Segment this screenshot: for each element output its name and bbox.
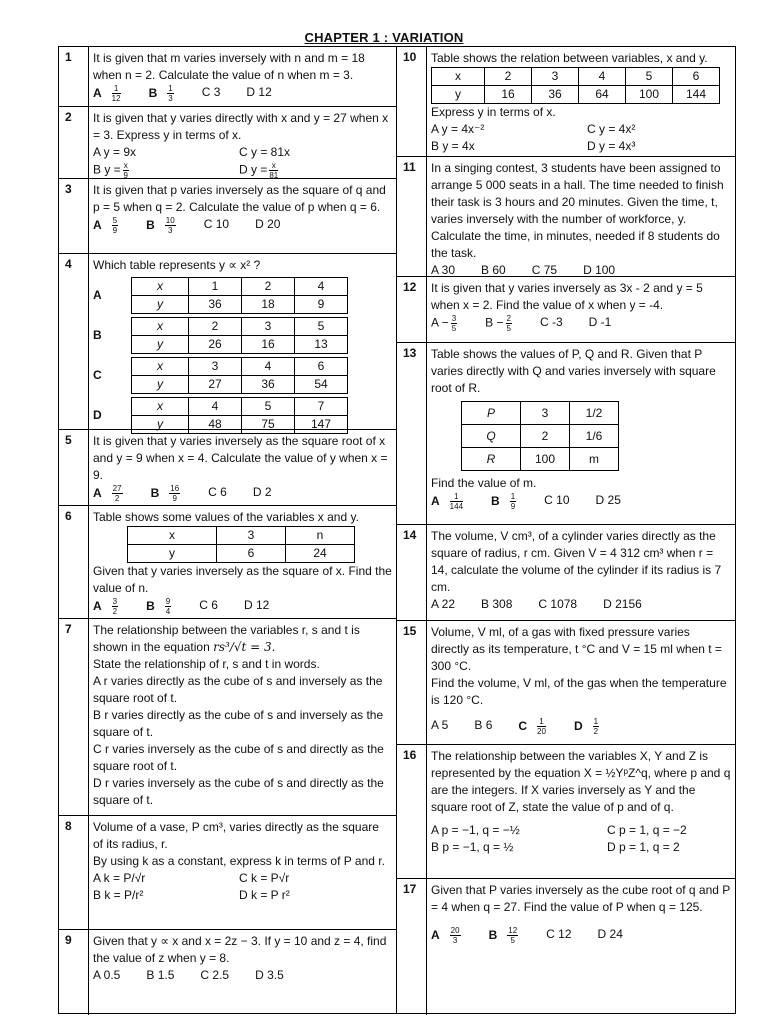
option-c: C 6	[208, 485, 227, 499]
option-b: B $\frac{1}{3}$	[148, 84, 173, 103]
option-d: D 100	[583, 263, 616, 277]
option-a: A $\frac{3}{2}$	[93, 597, 118, 616]
values-table: x 3 n y 6 24	[127, 526, 355, 563]
question-text: In a singing contest, 3 students have been assigned to arrange 5 000 seats in a hall. The time needed to finish their task is 3 hours and 20 minutes. Given the time, t, varies inversely with the number of workforce, y. Calculate the time, in minutes, needed if 8 students do the task.	[431, 161, 724, 260]
option-b: B 308	[481, 597, 513, 611]
question-14	[397, 525, 735, 621]
question-text-2: Express y in terms of x.	[431, 105, 556, 119]
option-d: D $\frac{1}{2}$	[573, 717, 599, 736]
option-d: D 24	[597, 927, 623, 941]
option-c: C 10	[544, 493, 570, 507]
options	[93, 870, 392, 904]
option-c: C 2.5	[200, 968, 230, 982]
option-a: A 0.5	[93, 968, 121, 982]
question-number: 1	[59, 47, 89, 106]
question-sheet	[58, 46, 736, 1014]
option-table: x 4 5 7 y 48 75 147	[131, 397, 348, 434]
option-c: C k = P√r	[239, 871, 290, 885]
option-a: A − $\frac{3}{5}$	[431, 314, 457, 333]
equation: rs³/√t = 3.	[213, 640, 276, 654]
options	[431, 121, 731, 155]
question-17	[397, 879, 735, 1015]
question-7	[59, 619, 396, 816]
question-number: 3	[59, 179, 89, 253]
options	[93, 216, 392, 235]
question-11	[397, 157, 735, 277]
option-d: D p = 1, q = 2	[607, 840, 680, 854]
question-6	[59, 506, 396, 619]
question-16	[397, 745, 735, 879]
question-number: 12	[397, 277, 427, 342]
options	[93, 484, 392, 503]
question-number: 16	[397, 745, 427, 878]
option-table: x 2 3 5 y 26 16 13	[131, 317, 348, 354]
question-text: Table shows some values of the variables x and y.	[93, 510, 359, 524]
option-b: B p = −1, q = ½	[431, 840, 514, 854]
option-a: A 22	[431, 597, 456, 611]
question-text: Which table represents y ∝ x² ?	[93, 258, 261, 272]
option-d: D r varies inversely as the cube of s and directly as the square of t.	[93, 776, 384, 807]
values-table: x 2 3 4 5 6 y 16 36 64 100 144	[431, 67, 720, 104]
options	[93, 597, 392, 616]
option-a: A 30	[431, 263, 456, 277]
option-c: C 3	[201, 85, 221, 99]
question-text: The volume, V cm³, of a cylinder varies directly as the square of radius, r cm. Given V = 4 312 cm³ when r = 14, calculate the volume of the cylinder if its radius is 7 cm.	[431, 529, 722, 594]
option-c: C 10	[203, 217, 230, 231]
question-number: 8	[59, 816, 89, 929]
question-number: 15	[397, 621, 427, 744]
option-a: A y = 9x	[93, 145, 137, 159]
question-number: 7	[59, 619, 89, 815]
option-a: A r varies directly as the cube of s and inversely as the square root of t.	[93, 674, 383, 705]
option-b: B k = P/r²	[93, 888, 144, 902]
question-text: It is given that y varies inversely as the square root of x and y = 9 when x = 4. Calculate the value of y when x = 9.	[93, 434, 388, 482]
option-c: C 12	[546, 927, 572, 941]
option-label: A	[93, 288, 102, 302]
option-d: D 2156	[603, 597, 642, 611]
question-number: 11	[397, 157, 427, 276]
options	[93, 84, 392, 103]
option-a: A $\frac{20}{3}$	[431, 926, 460, 945]
option-a: A $\frac{27}{2}$	[93, 484, 122, 503]
question-text: Table shows the values of P, Q and R. Given that P varies directly with Q and varies inversely with square root of R.	[431, 347, 716, 395]
option-a: A y = 4x⁻²	[431, 122, 485, 136]
option-b: B − $\frac{2}{5}$	[485, 314, 511, 333]
question-number: 9	[59, 930, 89, 1015]
option-table-row	[93, 317, 392, 354]
option-b: B r varies directly as the cube of s and inversely as the square of t.	[93, 708, 384, 739]
question-4	[59, 254, 396, 430]
option-a: A $\frac{1}{144}$	[431, 492, 464, 511]
question-number: 2	[59, 107, 89, 178]
option-c: C y = 4x²	[587, 122, 636, 136]
question-number: 17	[397, 879, 427, 1015]
option-a: A $\frac{5}{9}$	[93, 216, 118, 235]
question-text: It is given that y varies inversely as 3x - 2 and y = 5 when x = 2. Find the value of x when y = -4.	[431, 281, 703, 312]
option-c: C y = 81x	[239, 145, 291, 159]
option-d: D 12	[243, 598, 270, 612]
option-d: D 20	[255, 217, 281, 231]
question-text-2: Find the value of m.	[431, 476, 537, 490]
question-1	[59, 47, 396, 107]
option-b: B 6	[474, 718, 493, 732]
question-text-2: State the relationship of r, s and t in words.	[93, 657, 320, 671]
option-b: B $\frac{10}{3}$	[146, 216, 175, 235]
question-text: Volume, V ml, of a gas with fixed pressure varies directly as its temperature, t °C and V = 15 ml when t = 300 °C.	[431, 625, 722, 673]
question-text: Given that y ∝ x and x = 2z − 3. If y = 10 and z = 4, find the value of z when y = 8.	[93, 934, 387, 965]
question-number: 14	[397, 525, 427, 620]
option-d: D k = P r²	[239, 888, 290, 902]
page-title: CHAPTER 1 : VARIATION	[304, 30, 464, 45]
options	[431, 314, 731, 333]
options	[431, 492, 731, 511]
question-text-2: Find the volume, V ml, of the gas when the temperature is 120 °C.	[431, 676, 727, 707]
option-c: C r varies inversely as the cube of s and directly as the square root of t.	[93, 742, 384, 773]
options	[431, 926, 731, 945]
question-text: The relationship between the variables X, Y and Z is represented by the equation X = ½YᵖZ^q, where p and q are the integers. If X varies inversely as Y and the square root of Z, state the value of p and of q.	[431, 749, 731, 814]
option-d: D y = $\frac{x}{81}$	[239, 161, 279, 180]
question-text: It is given that p varies inversely as the square of q and p = 5 when q = 2. Calculate the value of p when q = 6.	[93, 183, 386, 214]
option-label: D	[93, 408, 102, 422]
option-table-row	[93, 357, 392, 394]
option-label: C	[93, 368, 102, 382]
option-d: D 25	[595, 493, 621, 507]
option-b: B $\frac{9}{4}$	[146, 597, 171, 616]
question-number: 5	[59, 430, 89, 505]
question-12	[397, 277, 735, 343]
question-8	[59, 816, 396, 930]
question-number: 10	[397, 47, 427, 156]
option-c: C 75	[531, 263, 558, 277]
option-table: x 1 2 4 y 36 18 9	[131, 277, 348, 314]
question-9	[59, 930, 396, 1015]
option-a: A p = −1, q = −½	[431, 823, 520, 837]
option-b: B 60	[481, 263, 506, 277]
question-2	[59, 107, 396, 179]
option-c: C -3	[539, 315, 563, 329]
option-c: C $\frac{1}{20}$	[518, 717, 546, 736]
option-c: C 6	[199, 598, 218, 612]
question-13	[397, 343, 735, 525]
option-b: B $\frac{12}{5}$	[488, 926, 518, 945]
option-label: B	[93, 328, 102, 342]
option-b: B y = 4x	[431, 139, 475, 153]
question-number: 6	[59, 506, 89, 618]
option-a: A k = P/√r	[93, 871, 146, 885]
option-d: D -1	[588, 315, 612, 329]
question-text: The relationship between the variables r, s and t is shown in the equation	[93, 623, 360, 654]
option-a: A 5	[431, 718, 449, 732]
option-table-row	[93, 277, 392, 314]
question-text: Table shows the relation between variables, x and y.	[431, 51, 708, 65]
option-c: C p = 1, q = −2	[607, 823, 687, 837]
values-table: P 3 1/2 Q 2 1/6 R 100 m	[461, 401, 619, 471]
options	[93, 144, 392, 180]
left-column	[59, 47, 397, 1013]
option-b: B $\frac{1}{9}$	[491, 492, 516, 511]
options	[431, 822, 731, 856]
options	[93, 967, 392, 984]
option-b: B 1.5	[146, 968, 175, 982]
question-10	[397, 47, 735, 157]
option-d: D 12	[246, 85, 272, 99]
option-a: A $\frac{1}{12}$	[93, 84, 121, 103]
option-b: B y = $\frac{x}{9}$	[93, 161, 128, 180]
option-b: B $\frac{16}{9}$	[150, 484, 180, 503]
options	[431, 717, 731, 736]
question-5	[59, 430, 396, 506]
option-table-row	[93, 397, 392, 434]
question-text: Given that P varies inversely as the cube root of q and P = 4 when q = 27. Find the value of P when q = 125.	[431, 883, 731, 914]
option-d: D 3.5	[255, 968, 284, 982]
answer-tables	[93, 277, 392, 434]
question-text-2: Given that y varies inversely as the square of x. Find the value of n.	[93, 564, 392, 595]
question-number: 4	[59, 254, 89, 429]
option-c: C 1078	[538, 597, 578, 611]
option-d: D y = 4x³	[587, 139, 636, 153]
options	[431, 596, 731, 613]
question-text-2: By using k as a constant, express k in terms of P and r.	[93, 854, 385, 868]
question-15	[397, 621, 735, 745]
question-text: It is given that m varies inversely with n and m = 18 when n = 2. Calculate the value of n when m = 3.	[93, 51, 365, 82]
question-text: Volume of a vase, P cm³, varies directly as the square of its radius, r.	[93, 820, 379, 851]
option-table: x 3 4 6 y 27 36 54	[131, 357, 348, 394]
question-text: It is given that y varies directly with x and y = 27 when x = 3. Express y in terms of x.	[93, 111, 389, 142]
question-number: 13	[397, 343, 427, 524]
right-column	[397, 47, 735, 1013]
option-d: D 2	[252, 485, 272, 499]
question-3	[59, 179, 396, 254]
